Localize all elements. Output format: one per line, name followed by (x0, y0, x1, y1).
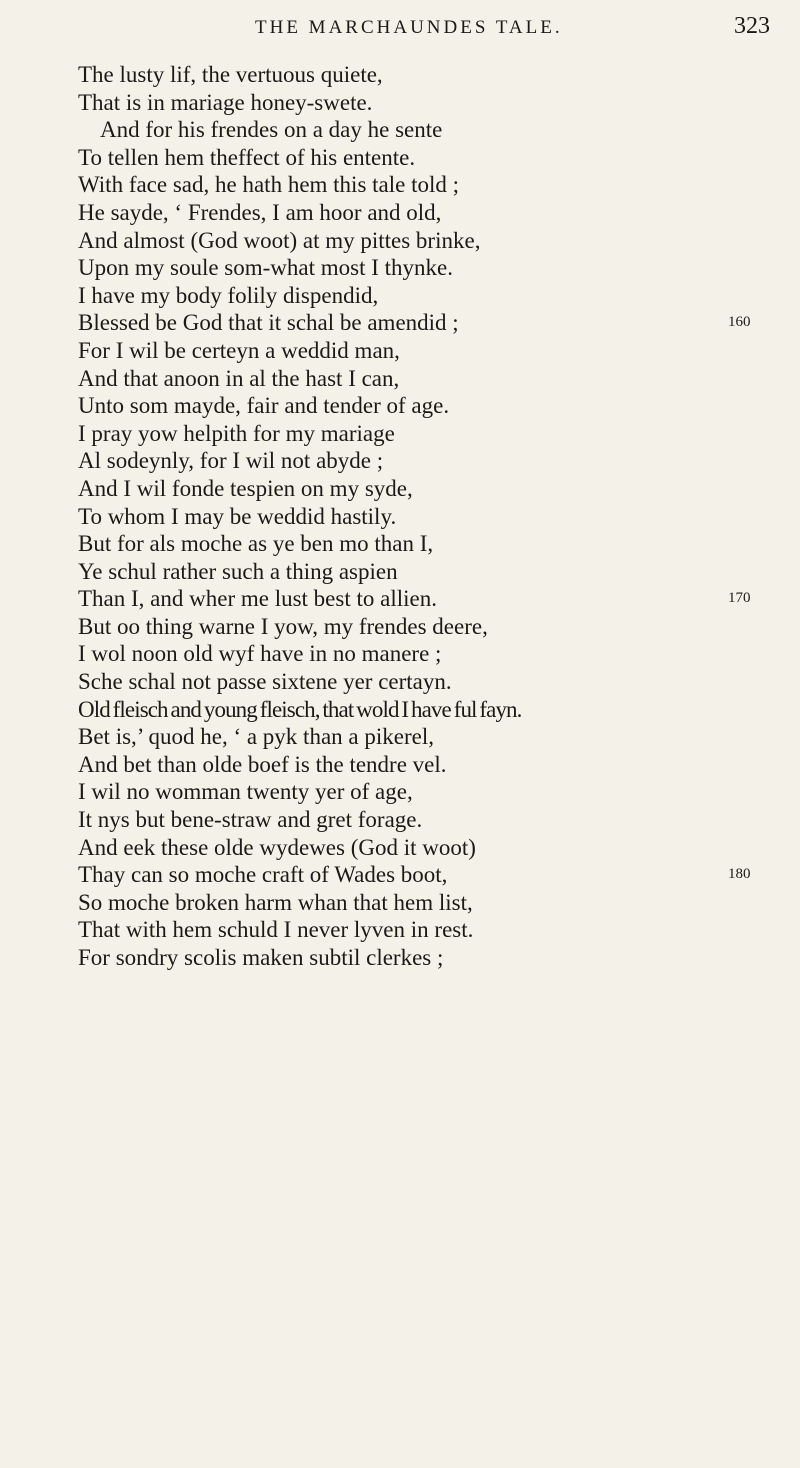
verse-line-text: Upon my soule som-what most I thynke. (78, 255, 453, 281)
verse-line (78, 834, 778, 862)
line-number: 160 (728, 314, 751, 331)
verse-line-text: That is in mariage honey-swete. (78, 89, 373, 115)
verse-line (78, 916, 778, 944)
verse-line-text: I have my body folily dispendid, (78, 282, 379, 308)
verse-line (78, 751, 778, 779)
verse-line-text: I wil no womman twenty yer of age, (78, 779, 413, 805)
verse-block (78, 61, 778, 972)
line-number: 170 (728, 590, 751, 607)
verse-line (78, 144, 778, 172)
verse-line (78, 227, 778, 255)
verse-line-text: For sondry scolis maken subtil clerkes ; (78, 945, 444, 970)
verse-line (78, 365, 778, 393)
verse-line (78, 861, 778, 889)
verse-line-text: Blessed be God that it schal be amendid ; (78, 310, 459, 336)
verse-line (78, 723, 778, 751)
verse-line-text: Unto som mayde, fair and tender of age. (78, 393, 450, 419)
verse-line (78, 889, 778, 917)
verse-line (78, 309, 778, 337)
verse-line-text: And for his frendes on a day he sente (100, 117, 443, 143)
verse-line (78, 944, 778, 972)
verse-line (78, 585, 778, 613)
verse-line-text: Thay can so moche craft of Wades boot, (78, 862, 448, 888)
verse-line (78, 640, 778, 668)
verse-line-text: I pray yow helpith for my mariage (78, 420, 395, 446)
verse-line (78, 447, 778, 475)
verse-line-text: Al sodeynly, for I wil not abyde ; (78, 448, 384, 474)
verse-line (78, 530, 778, 558)
verse-line (78, 503, 778, 531)
verse-line (78, 337, 778, 365)
verse-line (78, 806, 778, 834)
verse-line-text: But oo thing warne I yow, my frendes deere, (78, 613, 488, 639)
running-title: THE MARCHAUNDES TALE. (255, 17, 563, 38)
verse-line-text: Than I, and wher me lust best to allien. (78, 586, 437, 612)
verse-line-text: The lusty lif, the vertuous quiete, (78, 62, 383, 87)
verse-line (78, 696, 778, 724)
verse-line-text: To whom I may be weddid hastily. (78, 503, 397, 529)
verse-line (78, 171, 778, 199)
verse-line (78, 116, 778, 144)
verse-line-text: And eek these olde wydewes (God it woot) (78, 834, 476, 860)
verse-line-text: Bet is,’ quod he, ‘ a pyk than a pikerel, (78, 724, 434, 750)
verse-line-text: To tellen hem theffect of his entente. (78, 144, 416, 170)
verse-line-text: Sche schal not passe sixtene yer certayn. (78, 669, 452, 695)
verse-line (78, 61, 778, 89)
verse-line-text: And bet than olde boef is the tendre vel. (78, 751, 447, 777)
verse-line-text: Old fleisch and young fleisch, that wold I have ful fayn. (78, 696, 522, 722)
verse-line (78, 254, 778, 282)
verse-line-text: And I wil fonde tespien on my syde, (78, 475, 413, 501)
verse-line (78, 420, 778, 448)
verse-line-text: So moche broken harm whan that hem list, (78, 889, 473, 915)
verse-line-text: But for als moche as ye ben mo than I, (78, 531, 434, 557)
verse-line (78, 89, 778, 117)
verse-line-text: That with hem schuld I never lyven in rest. (78, 917, 474, 943)
verse-line-text: It nys but bene-straw and gret forage. (78, 807, 423, 833)
verse-line (78, 558, 778, 586)
verse-line-text: He sayde, ‘ Frendes, I am hoor and old, (78, 199, 442, 225)
verse-line-text: With face sad, he hath hem this tale told ; (78, 172, 460, 198)
line-number: 180 (728, 866, 751, 883)
verse-line (78, 392, 778, 420)
verse-line-text: For I wil be certeyn a weddid man, (78, 337, 400, 363)
verse-line-text: Ye schul rather such a thing aspien (78, 558, 398, 584)
verse-line-text: And that anoon in al the hast I can, (78, 365, 400, 391)
verse-line (78, 778, 778, 806)
verse-line (78, 613, 778, 641)
page-number: 323 (734, 13, 770, 39)
verse-line (78, 199, 778, 227)
verse-line (78, 282, 778, 310)
running-head (0, 0, 800, 40)
verse-line-text: I wol noon old wyf have in no manere ; (78, 641, 442, 667)
verse-line (78, 475, 778, 503)
verse-line-text: And almost (God woot) at my pittes brinke, (78, 227, 481, 253)
verse-line (78, 668, 778, 696)
